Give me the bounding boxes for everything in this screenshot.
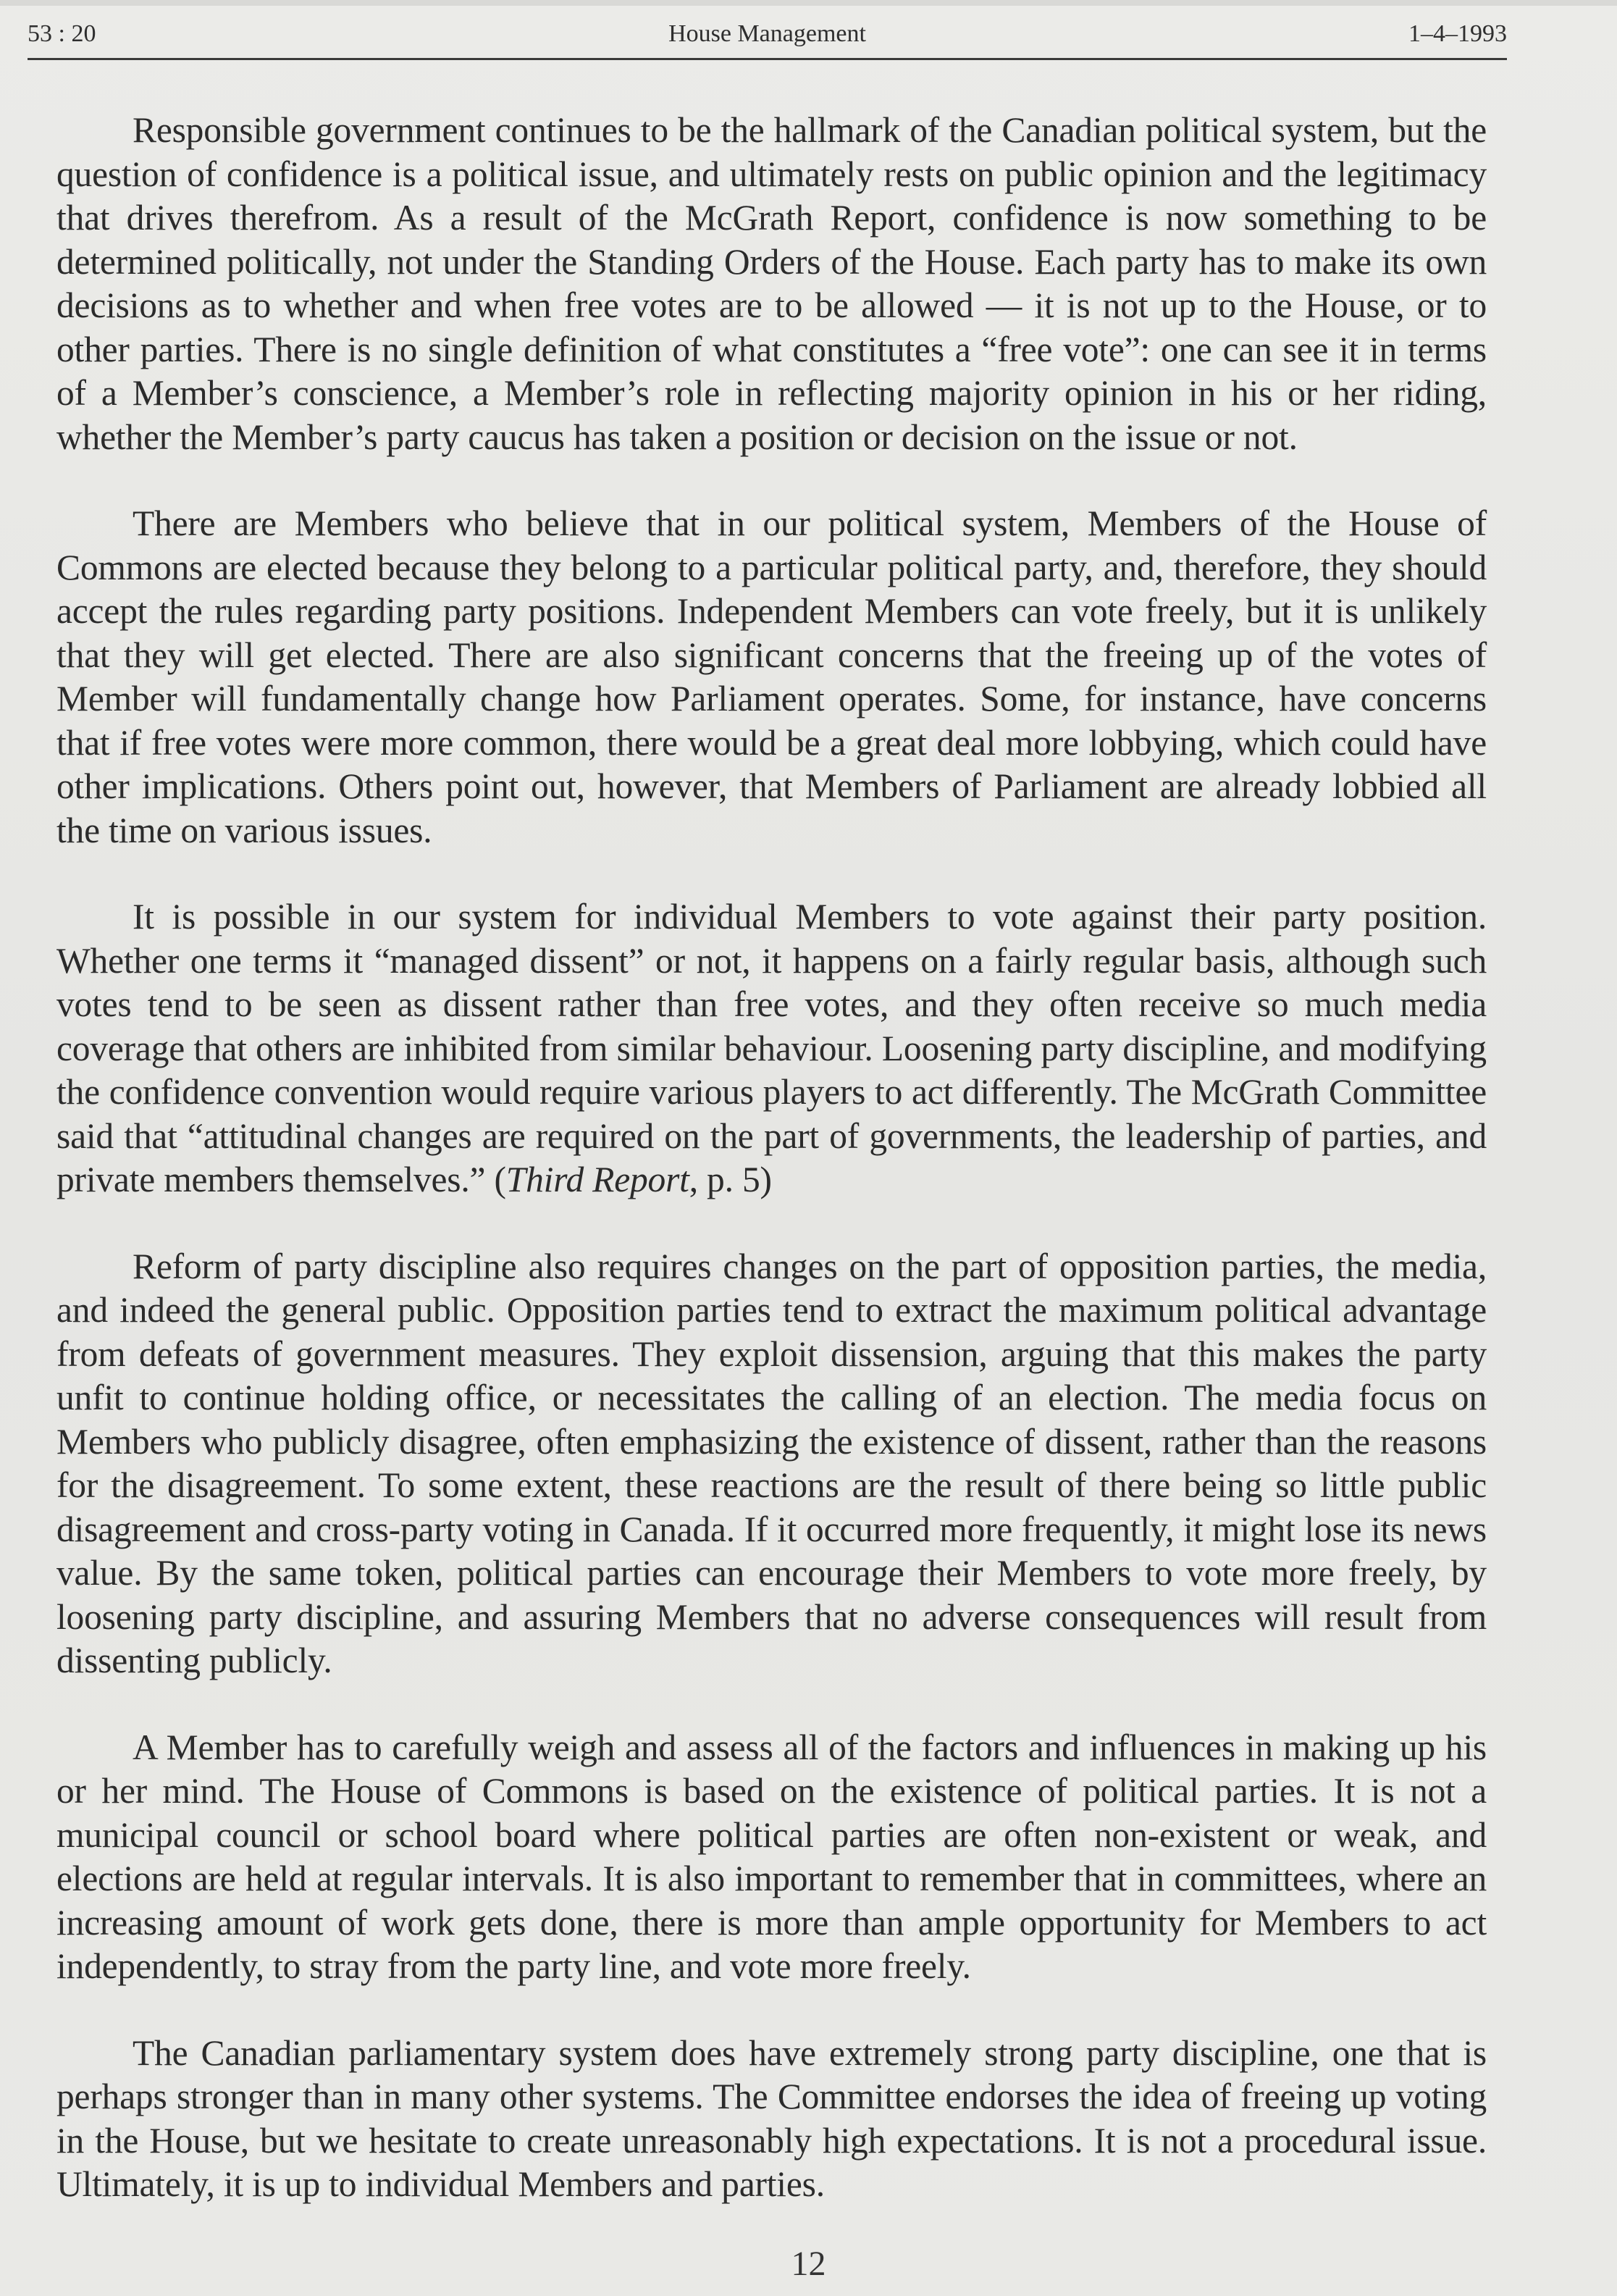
body-text xyxy=(56,109,1487,2207)
paragraph-3-text: It is possible in our system for individual Members to vote against their party position. Whether one terms it “managed dissent” or not, it happens on a fairly regular basis, although such votes tend to be seen as dissent rather than free votes, and they often receive so much media coverage that others are inhibited from similar behaviour. Loosening party discipline, and modifying the confidence convention would require various players to act differently. The McGrath Committee said that “attitudinal changes are required on the part of governments, the leadership of parties, and private members themselves.” ( xyxy=(56,897,1487,1199)
report-title-italic: Third Report xyxy=(505,1160,689,1199)
page-number: 12 xyxy=(791,2245,826,2283)
running-header xyxy=(28,16,1507,60)
paragraph-5: A Member has to carefully weigh and assess all of the factors and influences in making up his or her mind. The House of Commons is based on the existence of political parties. It is not a municipal council or school board where political parties are often non-existent or weak, and elections are held at regular intervals. It is also important to remember that in committees, where an increasing amount of work gets done, there is more than ample opportunity for Members to act independently, to stray from the party line, and vote more freely. xyxy=(56,1727,1487,1986)
paragraph-6: The Canadian parliamentary system does have extremely strong party discipline, one that is perhaps stronger than in many other systems. The Committee endorses the idea of freeing up voting in the House, but we hesitate to create unreasonably high expectations. It is not a procedural issue. Ultimately, it is up to individual Members and parties. xyxy=(56,2032,1487,2204)
paragraph-3 xyxy=(56,895,1487,1202)
paragraph-4: Reform of party discipline also requires changes on the part of opposition parties, the media, and indeed the general public. Opposition parties tend to extract the maximum political advantage from defeats of government measures. They exploit dissension, arguing that this makes the party unfit to continue holding office, or necessitates the calling of an election. The media focus on Members who publicly disagree, often emphasizing the existence of dissent, rather than the reasons for the disagreement. To some extent, these reactions are the result of there being so little public disagreement and cross-party voting in Canada. If it occurred more frequently, it might lose its news value. By the same token, political parties can encourage their Members to vote more freely, by loosening party discipline, and assuring Members that no adverse consequences will result from dissenting publicly. xyxy=(56,1246,1487,1680)
paragraph-1: Responsible government continues to be the hallmark of the Canadian political system, but the question of confidence is a political issue, and ultimately rests on public opinion and the legitimacy that drives therefrom. As a result of the McGrath Report, confidence is now something to be determined politically, not under the Standing Orders of the House. Each party has to make its own decisions as to whether and when free votes are to be allowed — it is not up to the House, or to other parties. There is no single definition of what constitutes a “free vote”: one can see it in terms of a Member’s conscience, a Member’s role in reflecting majority opinion in his or her riding, whether the Member’s party caucus has taken a position or decision on the issue or not. xyxy=(56,110,1487,457)
header-title: House Management xyxy=(668,20,866,47)
scan-top-edge xyxy=(0,0,1617,6)
paragraph-3-citation: , p. 5) xyxy=(689,1160,772,1199)
header-page-ref: 53 : 20 xyxy=(28,20,96,47)
header-date: 1–4–1993 xyxy=(1408,20,1507,47)
paragraph-2: There are Members who believe that in our political system, Members of the House of Commons are elected because they belong to a particular political party, and, therefore, they should accept the rules regarding party positions. Independent Members can vote freely, but it is unlikely that they will get elected. There are also significant concerns that the freeing up of the votes of Member will fundamentally change how Parliament operates. Some, for instance, have concerns that if free votes were more common, there would be a great deal more lobbying, which could have other implications. Others point out, however, that Members of Parliament are already lobbied all the time on various issues. xyxy=(56,503,1487,850)
